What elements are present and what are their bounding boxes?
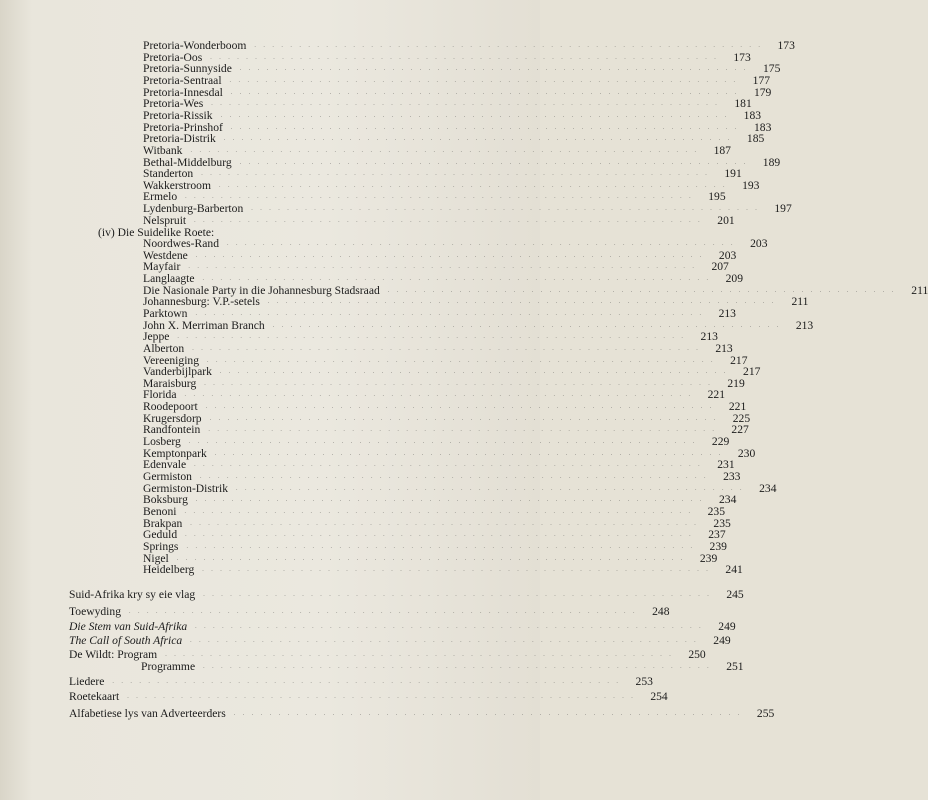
toc-entry-label: Langlaagte	[143, 272, 195, 285]
toc-entry-label: Jeppe	[143, 330, 170, 343]
dot-leader: . . . . . . . . . . . . . . . . . . . . . . . . . . . . . . . . . . . . . . . . . . . . . . . . . . . . . . . . .	[214, 451, 724, 457]
toc-page-number: 225	[732, 412, 751, 425]
dot-leader: . . . . . . . . . . . . . . . . . . . . . . . . . . . . . . . . . . . . . . . . . . . . . . . . . . . . . . . . .	[112, 679, 621, 685]
toc-page-number: 173	[733, 51, 751, 64]
dot-leader: . . . . . . . . . . . . . . . . . . . . . . . . . . . . . . . . . . . . . . . . . . . . . . . . . . . . . . . . .	[190, 148, 699, 154]
toc-page-number: 185	[746, 132, 765, 145]
dot-leader: . . . . . . . . . . . . . . . . . . . . . . . . . . . . . . . . . . . . . . . . . . . . . . . . . . . . . . . . .	[211, 101, 720, 107]
toc-page-number: 213	[715, 342, 733, 355]
dot-leader: . . . . . . . . . . . . . . . . . . . . . . . . . . . . . . . . . . . . . . . . . . . . . . . . . . . . . . . . .	[201, 171, 710, 177]
dot-leader: . . . . . . . . . . . . . . . . . . . . . . . . . . . . . . . . . . . . . . . . . . . . . . . . . . . . . . . . .	[230, 90, 740, 96]
toc-entry-label: Pretoria-Wonderboom	[143, 39, 247, 52]
dot-leader: . . . . . . . . . . . . . . . . . . . . . . . . . . . . . . . . . . . . . . . . . . . . . . . . . . . . . . . . .	[223, 136, 733, 142]
toc-entry-label: Pretoria-Sunnyside	[143, 62, 232, 75]
dot-leader: . . . . . . . . . . . . . . . . . . . . . . . . . . . . . . . . . . . . . . . . . . . . . . . . . . . . . . . . .	[188, 264, 697, 270]
toc-page-number: 197	[774, 202, 792, 215]
toc-entry	[69, 690, 668, 704]
toc-page-number: 217	[743, 365, 761, 378]
toc-entry-label: Losberg	[143, 435, 181, 448]
dot-leader: . . . . . . . . . . . . . . . . . . . . . . . . . . . . . . . . . . . . . . . . . . . . . . . . . . . . . . . . .	[230, 125, 740, 131]
toc-page-number: 211	[911, 284, 928, 297]
section-heading: (iv) Die Suidelike Roete:	[98, 226, 215, 239]
dot-leader: . . . . . . . . . . . . . . . . . . . . . . . . . . . . . . . . . . . . . . . . . . . . . . . . . . . . . . . . .	[205, 404, 715, 410]
toc-page-number: 255	[756, 707, 775, 720]
toc-page-number: 203	[750, 237, 768, 250]
toc-entry-label: Boksburg	[143, 493, 188, 506]
dot-leader: . . . . . . . . . . . . . . . . . . . . . . . . . . . . . . . . . . . . . . . . . . . . . . . . . . . . . . . . .	[195, 311, 704, 317]
toc-entry-label: Nigel	[143, 552, 169, 565]
toc-entry-label: Lydenburg-Barberton	[143, 202, 244, 215]
dot-leader: . . . . . . . . . . . . . . . . . . . . . . . . . . . . . . . . . . . . . . . . . . . . . . . . . . . . . . . . .	[184, 509, 693, 515]
toc-entry-label: Kemptonpark	[143, 447, 207, 460]
toc-entry-label: Springs	[143, 540, 179, 553]
toc-page-number: 213	[718, 307, 736, 320]
dot-leader: . . . . . . . . . . . . . . . . . . . . . . . . . . . . . . . . . . . . . . . . . . . . . . . . . . . . . . . . .	[207, 358, 716, 364]
toc-page-number: 187	[713, 144, 731, 157]
toc-page-number: 201	[717, 214, 735, 227]
toc-page-number: 245	[726, 588, 744, 601]
toc-page-number: 209	[725, 272, 743, 285]
dot-leader: . . . . . . . . . . . . . . . . . . . . . . . . . . . . . . . . . . . . . . . . . . . . . . . . . . . . . . . . .	[233, 711, 743, 717]
toc-page-number: 173	[777, 39, 795, 52]
dot-leader: . . . . . . . . . . . . . . . . . . . . . . . . . . . . . . . . . . . . . . . . . . . . . . . . . . . . . . . . .	[254, 43, 763, 49]
toc-page-number: 234	[719, 493, 737, 506]
toc-entry-label: Toewyding	[69, 605, 121, 618]
dot-leader: . . . . . . . . . . . . . . . . . . . . . . . . . . . . . . . . . . . . . . . . . . . . . . . . . . . . . . . . .	[267, 299, 777, 305]
toc-entry-label: Roodepoort	[143, 400, 198, 413]
toc-entry-label: Florida	[143, 388, 177, 401]
dot-leader: . . . . . . . . . . . . . . . . . . . . . . . . . . . . . . . . . . . . . . . . . . . . . . . . . . . . . . . . .	[203, 664, 712, 670]
toc-page-number: 181	[734, 97, 752, 110]
toc-page-number: 213	[700, 330, 718, 343]
toc-page-number: 239	[699, 552, 718, 565]
dot-leader: . . . . . . . . . . . . . . . . . . . . . . . . . . . . . . . . . . . . . . . . . . . . . . . . . . . . . . . . .	[220, 113, 730, 119]
toc-entry-label: Pretoria-Sentraal	[143, 74, 222, 87]
dot-leader: . . . . . . . . . . . . . . . . . . . . . . . . . . . . . . . . . . . . . . . . . . . . . . . . . . . . . . . . .	[209, 416, 719, 422]
toc-entry-label: Vanderbijlpark	[143, 365, 212, 378]
toc-entry	[69, 605, 670, 619]
dot-leader: . . . . . . . . . . . . . . . . . . . . . . . . . . . . . . . . . . . . . . . . . . . . . . . . . . . . . . . . .	[199, 474, 709, 480]
toc-page-number: 248	[652, 605, 670, 618]
toc-entry-label: Nelspruit	[143, 214, 187, 227]
toc-page-number: 234	[759, 482, 777, 495]
toc-page-number: 239	[709, 540, 727, 553]
toc-entry-label: De Wildt: Program	[69, 648, 158, 661]
toc-entry-label: Randfontein	[143, 423, 201, 436]
toc-page-number: 230	[737, 447, 756, 460]
dot-leader: . . . . . . . . . . . . . . . . . . . . . . . . . . . . . . . . . . . . . . . . . . . . . . . . . . . . . . . . .	[190, 638, 699, 644]
toc-entry-label: Maraisburg	[143, 377, 197, 390]
dot-leader: . . . . . . . . . . . . . . . . . . . . . . . . . . . . . . . . . . . . . . . . . . . . . . . . . . . . . . . . .	[176, 556, 686, 562]
toc-page-number: 175	[762, 62, 781, 75]
dot-leader: . . . . . . . . . . . . . . . . . . . . . . . . . . . . . . . . . . . . . . . . . . . . . . . . . . . . . . . . .	[272, 323, 782, 329]
toc-entry	[141, 660, 744, 674]
dot-leader: . . . . . . . . . . . . . . . . . . . . . . . . . . . . . . . . . . . . . . . . . . . . . . . . . . . . . . . . .	[202, 276, 711, 282]
toc-page-number: 213	[795, 319, 814, 332]
toc-entry-label: Brakpan	[143, 517, 183, 530]
toc-entry-label: Die Nasionale Party in die Johannesburg Stadsraad	[143, 284, 380, 297]
toc-entry-label: Witbank	[143, 144, 183, 157]
dot-leader: . . . . . . . . . . . . . . . . . . . . . . . . . . . . . . . . . . . . . . . . . . . . . . . . . . . . . . . . .	[195, 624, 704, 630]
toc-entry-label: Pretoria-Prinshof	[143, 121, 223, 134]
toc-page-number: 177	[752, 74, 771, 87]
dot-leader: . . . . . . . . . . . . . . . . . . . . . . . . . . . . . . . . . . . . . . . . . . . . . . . . . . . . . . . . .	[192, 346, 701, 352]
toc-page-number: 211	[791, 295, 809, 308]
toc-entry-label: Wakkerstroom	[143, 179, 211, 192]
dot-leader: . . . . . . . . . . . . . . . . . . . . . . . . . . . . . . . . . . . . . . . . . . . . . . . . . . . . . . . . .	[251, 206, 760, 212]
toc-page-number: 229	[711, 435, 730, 448]
toc-entry-label: John X. Merriman Branch	[143, 319, 265, 332]
toc-entry-label: Programme	[141, 660, 196, 673]
toc-entry-label: Bethal-Middelburg	[143, 156, 232, 169]
toc-entry	[69, 588, 744, 602]
dot-leader: . . . . . . . . . . . . . . . . . . . . . . . . . . . . . . . . . . . . . . . . . . . . . . . . . . . . . . . . .	[186, 544, 695, 550]
toc-entry-label: Pretoria-Distrik	[143, 132, 216, 145]
toc-page-number: 217	[730, 354, 748, 367]
dot-leader: . . . . . . . . . . . . . . . . . . . . . . . . . . . . . . . . . . . . . . . . . . . . . . . . . . . . . . . . .	[239, 66, 749, 72]
toc-entry-label: Mayfair	[143, 260, 181, 273]
toc-page-number: 193	[742, 179, 760, 192]
toc-page-number: 235	[707, 505, 725, 518]
toc-entry-label: Heidelberg	[143, 563, 195, 576]
dot-leader: . . . . . . . . . . . . . . . . . . . . . . . . . . . . . . . . . . . . . . . . . . . . . . . . . . . . . . . . .	[188, 439, 698, 445]
toc-page-number: 253	[635, 675, 653, 688]
toc-entry-label: Die Stem van Suid-Afrika	[69, 620, 188, 633]
toc-entry-label: Vereeniging	[143, 354, 200, 367]
toc-entry-label: Alfabetiese lys van Adverteerders	[69, 707, 226, 720]
toc-entry-label: Germiston	[143, 470, 192, 483]
toc-page-number: 233	[723, 470, 741, 483]
toc-entry-label: Krugersdorp	[143, 412, 202, 425]
toc-page-number: 179	[753, 86, 772, 99]
toc-entry-label: Johannesburg: V.P.-setels	[143, 295, 260, 308]
toc-page-number: 251	[726, 660, 744, 673]
dot-leader: . . . . . . . . . . . . . . . . . . . . . . . . . . . . . . . . . . . . . . . . . . . . . . . . . . . . . . . . .	[219, 369, 729, 375]
dot-leader: . . . . . . . . . . . . . . . . . . . . . . . . . . . . . . . . . . . . . . . . . . . . . . . . . . . . . . . . .	[204, 381, 713, 387]
dot-leader: . . . . . . . . . . . . . . . . . . . . . . . . . . . . . . . . . . . . . . . . . . . . . . . . . . . . . . . . .	[229, 78, 739, 84]
toc-entry	[69, 634, 731, 648]
dot-leader: . . . . . . . . . . . . . . . . . . . . . . . . . . . . . . . . . . . . . . . . . . . . . . . . . . . . . . . . .	[185, 532, 694, 538]
dot-leader: . . . . . . . . . . . . . . . . . . . . . . . . . . . . . . . . . . . . . . . . . . . . . . . . . . . . . . . . .	[184, 392, 693, 398]
toc-entry-label: Geduld	[143, 528, 178, 541]
toc-page-number: 191	[724, 167, 742, 180]
dot-leader: . . . . . . . . . . . . . . . . . . . . . . . . . . . . . . . . . . . . . . . . . . . . . . . . . . . . . . . . .	[165, 652, 674, 658]
toc-entry-label: Suid-Afrika kry sy eie vlag	[69, 588, 196, 601]
dot-leader: . . . . . . . . . . . . . . . . . . . . . . . . . . . . . . . . . . . . . . . . . . . . . . . . . . . . . . . . .	[185, 194, 694, 200]
toc-entry-label: Liedere	[69, 675, 105, 688]
dot-leader: . . . . . . . . . . . . . . . . . . . . . . . . . . . . . . . . . . . . . . . . . . . . . . . . . . . . . . . . .	[194, 462, 703, 468]
toc-entry-label: Noordwes-Rand	[143, 237, 219, 250]
toc-page-number: 195	[708, 190, 726, 203]
toc-entry-label: Westdene	[143, 249, 188, 262]
toc-entry-label: Pretoria-Wes	[143, 97, 204, 110]
toc-page-number: 189	[762, 156, 781, 169]
toc-page-number: 235	[713, 517, 731, 530]
toc-entry-label: Pretoria-Oos	[143, 51, 203, 64]
toc-page-number: 219	[727, 377, 745, 390]
dot-leader: . . . . . . . . . . . . . . . . . . . . . . . . . . . . . . . . . . . . . . . . . . . . . . . . . . . . . . . . .	[129, 609, 638, 615]
dot-leader: . . . . . . . . . . . . . . . . . . . . . . . . . . . . . . . . . . . . . . . . . . . . . . . . . . . . . . . . .	[203, 592, 712, 598]
dot-leader: . . . . . . . . . . . . . . . . . . . . . . . . . . . . . . . . . . . . . . . . . . . . . . . . . . . . . . . . .	[202, 567, 711, 573]
toc-page-number: 207	[711, 260, 729, 273]
toc-page-number: 183	[753, 121, 772, 134]
toc-entry-label: Germiston-Distrik	[143, 482, 229, 495]
dot-leader: . . . . . . . . . . . . . . . . . . . . . . . . . . . . . . . . . . . . . . . . . . . . . . . . . . . . . . . . .	[190, 521, 699, 527]
toc-entry-label: Standerton	[143, 167, 194, 180]
toc-page-number: 241	[725, 563, 743, 576]
toc-page-number: 221	[707, 388, 725, 401]
toc-entry	[143, 214, 735, 228]
toc-entry-label: Parktown	[143, 307, 188, 320]
toc-page-number: 249	[713, 634, 731, 647]
toc-entry-label: Pretoria-Rissik	[143, 109, 213, 122]
toc-entry-label: Pretoria-Innesdal	[143, 86, 223, 99]
toc-page-number: 231	[717, 458, 735, 471]
dot-leader: . . . . . . . . . . . . . . . . . . . . . . . . . . . . . . . . . . . . . . . . . . . . . . . . . . . . . . . . .	[236, 486, 745, 492]
dot-leader: . . . . . . . . . . . . . . . . . . . . . . . . . . . . . . . . . . . . . . . . . . . . . . . . . . . . . . . . .	[227, 241, 736, 247]
toc-page-number: 254	[650, 690, 668, 703]
toc-page-number: 221	[728, 400, 747, 413]
toc-entry-label: Ermelo	[143, 190, 178, 203]
dot-leader: . . . . . . . . . . . . . . . . . . . . . . . . . . . . . . . . . . . . . . . . . . . . . . . . . . . . . . . . .	[387, 288, 897, 294]
toc-entry-label: The Call of South Africa	[69, 634, 183, 647]
dot-leader: . . . . . . . . . . . . . . . . . . . . . . . . . . . . . . . . . . . . . . . . . . . . . . . . . . . . . . . . .	[195, 253, 705, 259]
dot-leader: . . . . . . . . . . . . . . . . . . . . . . . . . . . . . . . . . . . . . . . . . . . . . . . . . . . . . . . . .	[127, 694, 636, 700]
toc-page-number: 249	[718, 620, 736, 633]
toc-page-number: 203	[718, 249, 737, 262]
toc-entry-label: Benoni	[143, 505, 177, 518]
dot-leader: . . . . . . . . . . . . . . . . . . . . . . . . . . . . . . . . . . . . . . . . . . . . . . . . . . . . . . . . .	[210, 55, 719, 61]
toc-entry	[69, 675, 653, 689]
dot-leader: . . . . . . . . . . . . . . . . . . . . . . . . . . . . . . . . . . . . . . . . . . . . . . . . . . . . . . . . .	[177, 334, 686, 340]
toc-entry	[69, 707, 775, 721]
toc-page-number: 237	[708, 528, 726, 541]
toc-entry-label: Roetekaart	[69, 690, 120, 703]
dot-leader: . . . . . . . . . . . . . . . . . . . . . . . . . . . . . . . . . . . . . . . . . . . . . . . . . . . . . . . . .	[239, 160, 749, 166]
dot-leader: . . . . . . . . . . . . . . . . . . . . . . . . . . . . . . . . . . . . . . . . . . . . . . . . . . . . . . . . .	[208, 427, 717, 433]
toc-entry	[143, 563, 743, 577]
toc-page-number: 183	[743, 109, 762, 122]
dot-leader: . . . . . . . . . . . . . . . . . . . . . . . . . . . . . . . . . . . . . . . . . . . . . . . . . . . . . . . . .	[195, 497, 705, 503]
dot-leader: . . . . . . . . . . . . . . . . . . . . . . . . . . . . . . . . . . . . . . . . . . . . . . . . . . . . . . . . .	[218, 183, 728, 189]
toc-page-number: 250	[688, 648, 706, 661]
toc-entry-label: Alberton	[143, 342, 185, 355]
toc-entry-label: Edenvale	[143, 458, 187, 471]
dot-leader: . . . . . . . . . . . . . . . . . . . . . . . . . . . . . . . . . . . . . . . . . . . . . . . . . . . . . . . . .	[194, 218, 703, 224]
toc-page-number: 227	[731, 423, 749, 436]
toc-entry	[69, 620, 736, 634]
